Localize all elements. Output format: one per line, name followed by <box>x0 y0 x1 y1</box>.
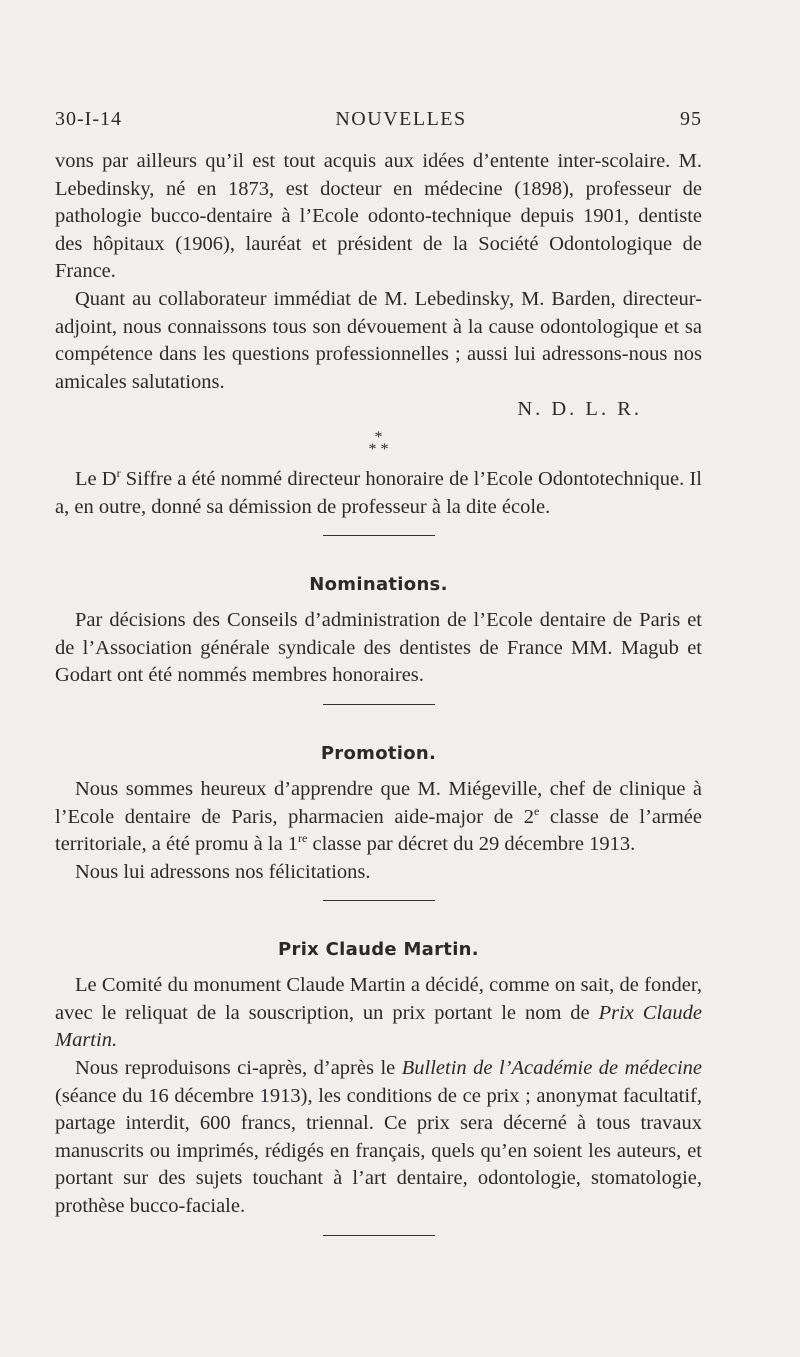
siffre-sup: r <box>116 466 121 481</box>
page-number: 95 <box>680 108 702 130</box>
running-header <box>55 108 702 148</box>
header-section: NOUVELLES <box>335 108 467 130</box>
prix-paragraph-2 <box>55 1055 702 1221</box>
asterism-bottom: * * <box>368 440 389 458</box>
promotion-sup-1: e <box>533 803 540 818</box>
prix-text-a: Le Comité du monument Claude Martin a décidé, comme on sait, de fonder, avec le reliquat de la souscription, un prix portant le nom de <box>55 974 702 1024</box>
prix-text-b: Nous reproduisons ci-après, d’après le <box>75 1057 402 1080</box>
section-divider <box>323 1235 435 1236</box>
section-divider <box>323 704 435 705</box>
prix-heading: Prix Claude Martin. <box>278 939 479 961</box>
prix-title-italic: Prix Claude Martin. <box>55 1001 703 1052</box>
signature: N. D. L. R. <box>517 398 642 421</box>
promotion-paragraph-2: Nous lui adressons nos félicitations. <box>75 860 371 883</box>
promotion-paragraph-1 <box>55 776 702 859</box>
promotion-heading: Promotion. <box>320 742 437 764</box>
header-date: 30-I-14 <box>55 108 122 130</box>
prix-text-c: (séance du 16 décembre 1913), les conditions de ce prix ; anonymat facultatif, partage interdit, 600 francs, triennal. Ce prix sera décerné à tous travaux manuscrits ou imprimés, rédigés en français, quels qu’en soient les auteurs, et portant sur des sujets touchant à l’art dentaire, odontologie, stomatologie, prothèse bucco-faciale. <box>55 1084 702 1218</box>
prix-paragraph-1 <box>55 972 702 1055</box>
intro-paragraph-1: vons par ailleurs qu’il est tout acquis aux idées d’entente inter-scolaire. M. Lebedinsky, né en 1873, est docteur en médecine (1898), professeur de pathologie bucco-dentaire à l’Ecole odonto-technique depuis 1901, dentiste des hôpitaux (1906), lauréat et président de la Société Odontologique de France. <box>55 150 702 283</box>
promotion-sup-2: re <box>298 831 308 846</box>
asterism <box>55 428 702 458</box>
bulletin-title-italic: Bulletin de l’Académie de médecine <box>401 1057 703 1080</box>
section-divider <box>323 900 435 901</box>
promotion-text-a: Nous sommes heureux d’apprendre que M. Miégeville, chef de clinique à l’Ecole dentaire de Paris, pharmacien aide-major de 2 <box>55 777 702 828</box>
nominations-heading: Nominations. <box>309 574 448 596</box>
page <box>55 108 702 1236</box>
asterism-top: * <box>374 428 383 446</box>
siffre-paragraph <box>55 466 702 521</box>
promotion-text-c: classe par décret du 29 décembre 1913. <box>307 833 636 856</box>
siffre-text-b: Siffre a été nommé directeur honoraire de l’Ecole Odontotechnique. Il a, en outre, donné sa démission de professeur à la dite école. <box>55 467 702 518</box>
section-divider <box>323 535 435 536</box>
nominations-paragraph: Par décisions des Conseils d’administration de l’Ecole dentaire de Paris et de l’Association générale syndicale des dentistes de France MM. Magub et Godart ont été nommés membres honoraires. <box>55 609 702 687</box>
siffre-text-a: Le D <box>75 467 117 490</box>
intro-paragraph-2: Quant au collaborateur immédiat de M. Lebedinsky, M. Barden, directeur-adjoint, nous connaissons tous son dévouement à la cause odontologique et sa compétence dans les questions professionnelles ; aussi lui adressons-nous nos amicales salutations. <box>55 287 702 393</box>
promotion-text-b: classe de l’armée territoriale, a été promu à la 1 <box>55 805 702 856</box>
